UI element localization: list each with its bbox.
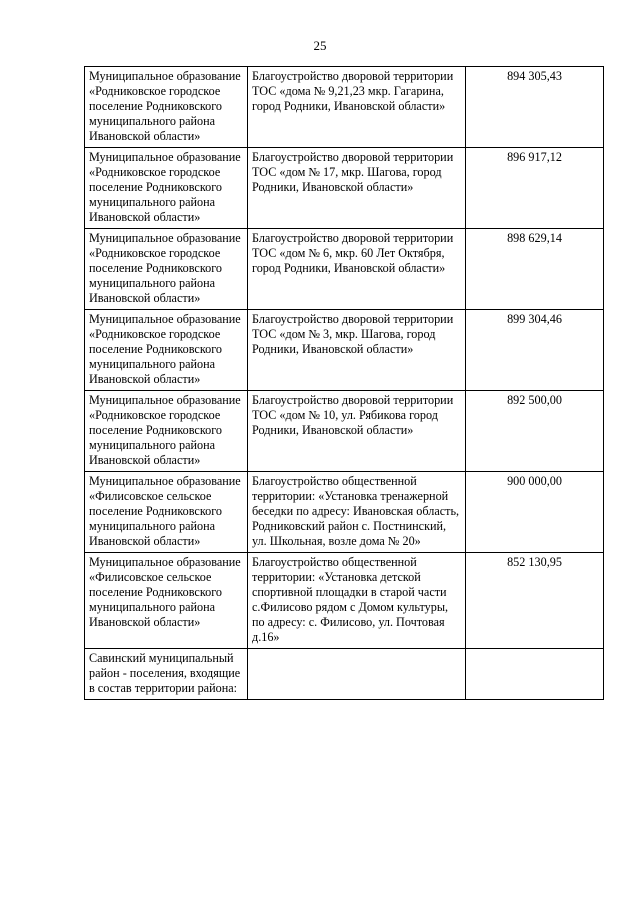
table-row bbox=[85, 391, 604, 472]
page-number: 25 bbox=[313, 38, 327, 53]
table-row bbox=[85, 472, 604, 553]
description-cell: Благоустройство дворовой территории ТОС «дом № 10, ул. Рябикова город Родники, Ивановской области» bbox=[248, 391, 466, 472]
table-row bbox=[85, 229, 604, 310]
org-cell: Муниципальное образование «Родниковское городское поселение Родниковского муниципального района Ивановской области» bbox=[85, 229, 248, 310]
description-cell bbox=[248, 649, 466, 700]
amount-cell: 898 629,14 bbox=[466, 229, 604, 310]
table-row bbox=[85, 148, 604, 229]
amount-cell: 900 000,00 bbox=[466, 472, 604, 553]
amount-cell: 899 304,46 bbox=[466, 310, 604, 391]
table-row bbox=[85, 649, 604, 700]
amount-cell bbox=[466, 649, 604, 700]
description-cell: Благоустройство общественной территории: «Установка тренажерной беседки по адресу: Ивановская область, Родниковский район с. Постнинский, ул. Школьная, возле дома № 20» bbox=[248, 472, 466, 553]
table-row bbox=[85, 67, 604, 148]
description-cell: Благоустройство общественной территории: «Установка детской спортивной площадки в старой части с.Филисово рядом с Домом культуры, по адресу: с. Филисово, ул. Почтовая д.16» bbox=[248, 553, 466, 649]
org-cell: Савинский муниципальный район - поселения, входящие в состав территории района: bbox=[85, 649, 248, 700]
description-cell: Благоустройство дворовой территории ТОС «дом № 3, мкр. Шагова, город Родники, Ивановской области» bbox=[248, 310, 466, 391]
org-cell: Муниципальное образование «Родниковское городское поселение Родниковского муниципального района Ивановской области» bbox=[85, 148, 248, 229]
amount-cell: 852 130,95 bbox=[466, 553, 604, 649]
subsidy-table bbox=[84, 66, 604, 700]
description-cell: Благоустройство дворовой территории ТОС «дом № 6, мкр. 60 Лет Октября, город Родники, Ивановской области» bbox=[248, 229, 466, 310]
table-row bbox=[85, 553, 604, 649]
org-cell: Муниципальное образование «Филисовское сельское поселение Родниковского муниципального района Ивановской области» bbox=[85, 553, 248, 649]
amount-cell: 892 500,00 bbox=[466, 391, 604, 472]
description-cell: Благоустройство дворовой территории ТОС «дом № 17, мкр. Шагова, город Родники, Ивановской области» bbox=[248, 148, 466, 229]
org-cell: Муниципальное образование «Родниковское городское поселение Родниковского муниципального района Ивановской области» bbox=[85, 310, 248, 391]
amount-cell: 894 305,43 bbox=[466, 67, 604, 148]
org-cell: Муниципальное образование «Родниковское городское поселение Родниковского муниципального района Ивановской области» bbox=[85, 391, 248, 472]
table-row bbox=[85, 310, 604, 391]
org-cell: Муниципальное образование «Родниковское городское поселение Родниковского муниципального района Ивановской области» bbox=[85, 67, 248, 148]
org-cell: Муниципальное образование «Филисовское сельское поселение Родниковского муниципального района Ивановской области» bbox=[85, 472, 248, 553]
description-cell: Благоустройство дворовой территории ТОС «дома № 9,21,23 мкр. Гагарина, город Родники, Ивановской области» bbox=[248, 67, 466, 148]
amount-cell: 896 917,12 bbox=[466, 148, 604, 229]
